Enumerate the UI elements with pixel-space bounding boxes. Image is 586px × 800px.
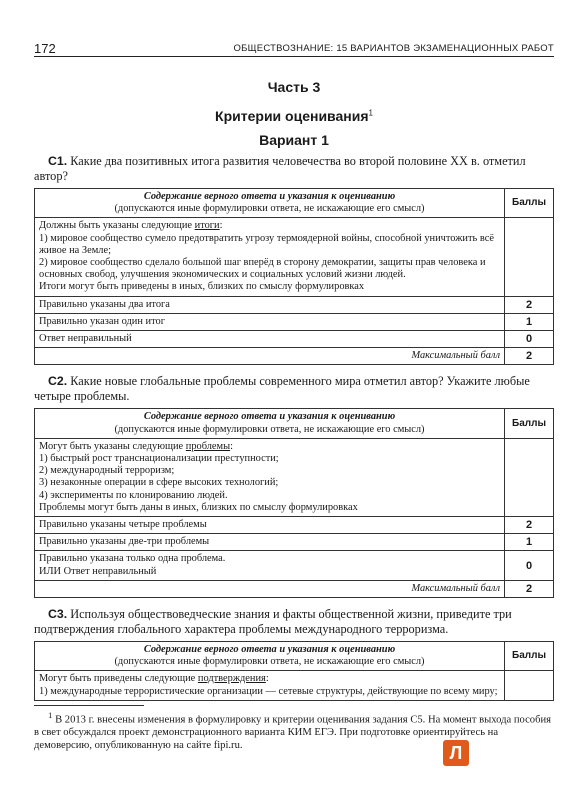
answer-lead-colon: : bbox=[219, 220, 223, 232]
answer-score-cell bbox=[505, 218, 554, 296]
question-number: C2. bbox=[48, 374, 68, 389]
answer-lead bbox=[39, 441, 500, 453]
max-score-label: Максимальный балл bbox=[35, 580, 505, 597]
score-value: 0 bbox=[505, 331, 554, 348]
question-number: C1. bbox=[48, 154, 68, 168]
answer-closing: Проблемы могут быть даны в иных, близких по смыслу формулировках bbox=[39, 501, 358, 513]
content-header-subtitle: (допускаются иные формулировки ответа, не искажающие его смысл) bbox=[114, 203, 425, 215]
footnote-mark: 1 bbox=[48, 710, 53, 720]
answer-row bbox=[35, 438, 554, 516]
answer-lead-text: Могут быть указаны следующие bbox=[39, 440, 186, 452]
score-value: 2 bbox=[505, 296, 554, 313]
answer-lead-text: Должны быть указаны следующие bbox=[39, 220, 195, 232]
score-label-line: ИЛИ Ответ неправильный bbox=[39, 565, 157, 577]
score-row bbox=[35, 534, 554, 551]
criteria-title-text: Критерии оценивания bbox=[215, 108, 369, 124]
criteria-table-c1 bbox=[34, 188, 554, 365]
footnote-ref[interactable]: 1 bbox=[368, 108, 373, 118]
score-header: Баллы bbox=[505, 642, 554, 671]
answer-closing: Итоги могут быть приведены в иных, близких по смыслу формулировках bbox=[39, 281, 365, 293]
max-score-value: 2 bbox=[505, 348, 554, 365]
content-header-title: Содержание верного ответа и указания к оцениванию bbox=[143, 644, 396, 656]
max-score-row bbox=[35, 348, 554, 365]
answer-lead-keyword: итоги bbox=[194, 220, 220, 232]
score-row bbox=[35, 517, 554, 534]
score-row bbox=[35, 551, 554, 580]
score-label bbox=[35, 551, 505, 580]
answer-score-cell bbox=[505, 671, 554, 700]
score-label: Правильно указаны четыре проблемы bbox=[35, 517, 505, 534]
page-number: 172 bbox=[34, 41, 56, 56]
footnote bbox=[34, 705, 554, 752]
running-title: ОБЩЕСТВОЗНАНИЕ: 15 ВАРИАНТОВ ЭКЗАМЕНАЦИОННЫХ РАБОТ bbox=[233, 43, 554, 54]
max-score-value: 2 bbox=[505, 580, 554, 597]
content-header-subtitle: (допускаются иные формулировки ответа, не искажающие его смысл) bbox=[114, 423, 425, 435]
content-header bbox=[35, 189, 505, 218]
score-row bbox=[35, 313, 554, 330]
answer-content bbox=[35, 671, 505, 700]
score-label: Правильно указаны две-три проблемы bbox=[35, 534, 505, 551]
answer-content bbox=[35, 438, 505, 516]
question-c1 bbox=[34, 154, 554, 184]
answer-lead-colon: : bbox=[265, 673, 269, 685]
score-header: Баллы bbox=[505, 189, 554, 218]
answer-score-cell bbox=[505, 438, 554, 516]
footnote-divider bbox=[34, 705, 144, 706]
answer-lead-keyword: проблемы bbox=[185, 440, 231, 452]
answer-lead bbox=[39, 673, 500, 685]
answer-lead-text: Могут быть приведены следующие bbox=[39, 673, 198, 685]
content-header-subtitle: (допускаются иные формулировки ответа, не искажающие его смысл) bbox=[114, 656, 425, 668]
page bbox=[34, 34, 554, 701]
score-value: 1 bbox=[505, 313, 554, 330]
score-label: Ответ неправильный bbox=[35, 331, 505, 348]
question-c2 bbox=[34, 374, 554, 404]
score-value: 2 bbox=[505, 517, 554, 534]
part-title: Часть 3 bbox=[267, 79, 321, 95]
max-score-label: Максимальный балл bbox=[35, 348, 505, 365]
max-score-row bbox=[35, 580, 554, 597]
criteria-title bbox=[34, 108, 554, 124]
score-label-line: Правильно указана только одна проблема. bbox=[39, 553, 226, 565]
score-label: Правильно указаны два итога bbox=[35, 296, 505, 313]
answer-row bbox=[35, 671, 554, 700]
criteria-table-c3 bbox=[34, 641, 554, 701]
question-text: Используя обществоведческие знания и факты общественной жизни, приведите три подтверждения глобального характера проблемы международного терроризма. bbox=[34, 607, 512, 637]
score-header: Баллы bbox=[505, 409, 554, 438]
score-value: 0 bbox=[505, 551, 554, 580]
answer-lead-keyword: подтверждения bbox=[197, 673, 266, 685]
answer-lead-colon: : bbox=[230, 440, 233, 452]
variant-title: Вариант 1 bbox=[259, 132, 329, 148]
criteria-table-c2 bbox=[34, 408, 554, 598]
answer-row bbox=[35, 218, 554, 296]
table-header-row bbox=[35, 189, 554, 218]
question-text: Какие новые глобальные проблемы современного мира отметил автор? Укажите любые четыре проблемы. bbox=[34, 374, 530, 404]
table-header-row bbox=[35, 409, 554, 438]
question-text: Какие два позитивных итога развития человечества во второй половине XX в. отметил автор? bbox=[34, 154, 526, 183]
footnote-body: В 2013 г. внесены изменения в формулировку и критерии оценивания задания С5. На момент выхода пособия в свет обсуждался проект демонстрационного варианта КИМ ЕГЭ. При подготовке ориентируйтесь на демоверсию, опубликованную на сайте fipi.ru. bbox=[34, 714, 552, 751]
score-label: Правильно указан один итог bbox=[35, 313, 505, 330]
content-header bbox=[35, 409, 505, 438]
table-header-row bbox=[35, 642, 554, 671]
question-number: C3. bbox=[48, 607, 68, 622]
content-header-title: Содержание верного ответа и указания к оцениванию bbox=[143, 411, 396, 423]
score-row bbox=[35, 296, 554, 313]
question-c3 bbox=[34, 607, 554, 637]
score-row bbox=[35, 331, 554, 348]
answer-lead bbox=[39, 220, 500, 232]
answer-item: 3) незаконные операции в сфере высоких технологий; bbox=[39, 477, 279, 489]
footnote-text bbox=[34, 709, 554, 752]
content-header-title: Содержание верного ответа и указания к оцениванию bbox=[143, 191, 396, 202]
answer-item: 1) быстрый рост транснационализации преступности; bbox=[39, 453, 279, 465]
answer-content bbox=[35, 218, 505, 296]
answer-item: 2) международный терроризм; bbox=[39, 465, 175, 477]
answer-item: 2) мировое сообщество сделало большой шаг вперёд в сторону демократии, защиты прав человека и основных свобод, улучшения экономических и социальных условий жизни людей. bbox=[39, 257, 486, 281]
publisher-logo-icon: Л bbox=[443, 740, 469, 766]
score-value: 1 bbox=[505, 534, 554, 551]
answer-item: 1) мировое сообщество сумело предотвратить угрозу термоядерной войны, способной уничтожить всё живое на Земле; bbox=[39, 232, 494, 256]
answer-item: 1) международные террористические организации — сетевые структуры, действующие по всему миру; bbox=[39, 685, 498, 697]
answer-item: 4) эксперименты по клонированию людей. bbox=[39, 489, 228, 501]
running-header bbox=[34, 34, 554, 57]
content-header bbox=[35, 642, 505, 671]
